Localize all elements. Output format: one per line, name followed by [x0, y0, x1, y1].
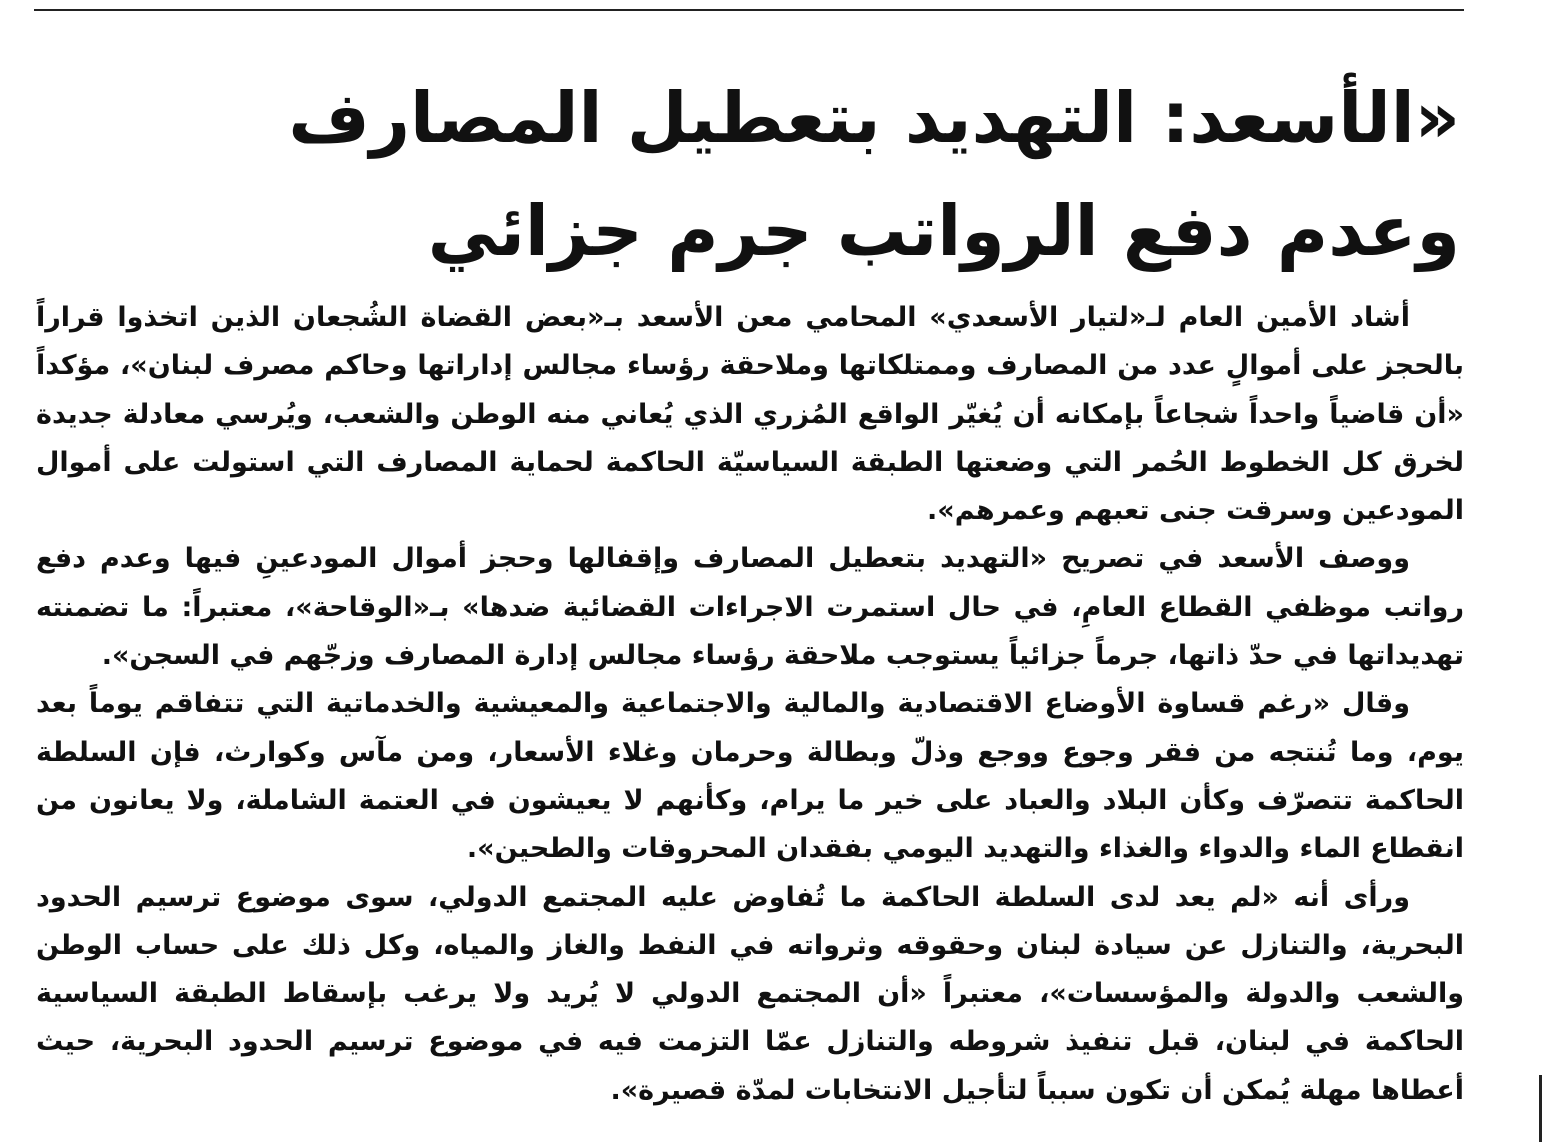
headline-line-2: وعدم دفع الرواتب جرم جزائي	[427, 190, 1460, 272]
paragraph-2: ووصف الأسعد في تصريح «التهديد بتعطيل المصارف وإقفالها وحجز أموال المودعينِ فيها وعدم دفع رواتب موظفي القطاع العامِ، في حال استمرت الاجراءات القضائية ضدها» بـ«الوقاحة»، معتبراً: ما تضمنته تهديداتها في حدّ ذاتها، جرماً جزائياً يستوجب ملاحقة رؤساء مجالس إدارة المصارف وزجّهم في السجن».	[36, 543, 1464, 672]
headline	[36, 62, 1464, 288]
paragraph-3: وقال «رغم قساوة الأوضاع الاقتصادية والمالية والاجتماعية والمعيشية والخدماتية التي تتفاقم يوماً بعد يوم، وما تُنتجه من فقر وجوع ووجع وذلّ وبطالة وحرمان وغلاء الأسعار، ومن مآس وكوارث، فإن السلطة الحاكمة تتصرّف وكأن البلاد والعباد على خير ما يرام، وكأنهم لا يعيشون في العتمة الشاملة، ولا يعانون من انقطاع الماء والدواء والغذاء والتهديد اليومي بفقدان المحروقات والطحين».	[36, 688, 1464, 865]
page-edge-mark	[1539, 1075, 1542, 1142]
article-body	[36, 294, 1464, 1115]
paragraph-4: ورأى أنه «لم يعد لدى السلطة الحاكمة ما تُفاوض عليه المجتمع الدولي، سوى موضوع ترسيم الحدود البحرية، والتنازل عن سيادة لبنان وحقوقه وثرواته في النفط والغاز والمياه، وكل ذلك على حساب الوطن والشعب والدولة والمؤسسات»، معتبراً «أن المجتمع الدولي لا يُريد ولا يرغب بإسقاط الطبقة السياسية الحاكمة في لبنان، قبل تنفيذ شروطه والتنازل عمّا التزمت فيه في موضوع ترسيم الحدود البحرية، حيث أعطاها مهلة يُمكن أن تكون سبباً لتأجيل الانتخابات لمدّة قصيرة».	[36, 881, 1464, 1106]
headline-line-1: «الأسعد: التهديد بتعطيل المصارف	[288, 77, 1460, 159]
top-rule	[34, 9, 1464, 11]
paragraph-1: أشاد الأمين العام لـ«لتيار الأسعدي» المحامي معن الأسعد بـ«بعض القضاة الشُجعان الذين اتخذوا قراراً بالحجز على أموالٍ عدد من المصارف وممتلكاتها وملاحقة رؤساء مجالس إداراتها وحاكم مصرف لبنان»، مؤكداً «أن قاضياً واحداً شجاعاً بإمكانه أن يُغيّر الواقع المُزري الذي يُعاني منه الوطن والشعب، ويُرسي معادلة جديدة لخرق كل الخطوط الحُمر التي وضعتها الطبقة السياسيّة الحاكمة لحماية المصارف التي استولت على أموال المودعين وسرقت جنى تعبهم وعمرهم».	[36, 302, 1464, 527]
news-article	[36, 62, 1464, 1115]
